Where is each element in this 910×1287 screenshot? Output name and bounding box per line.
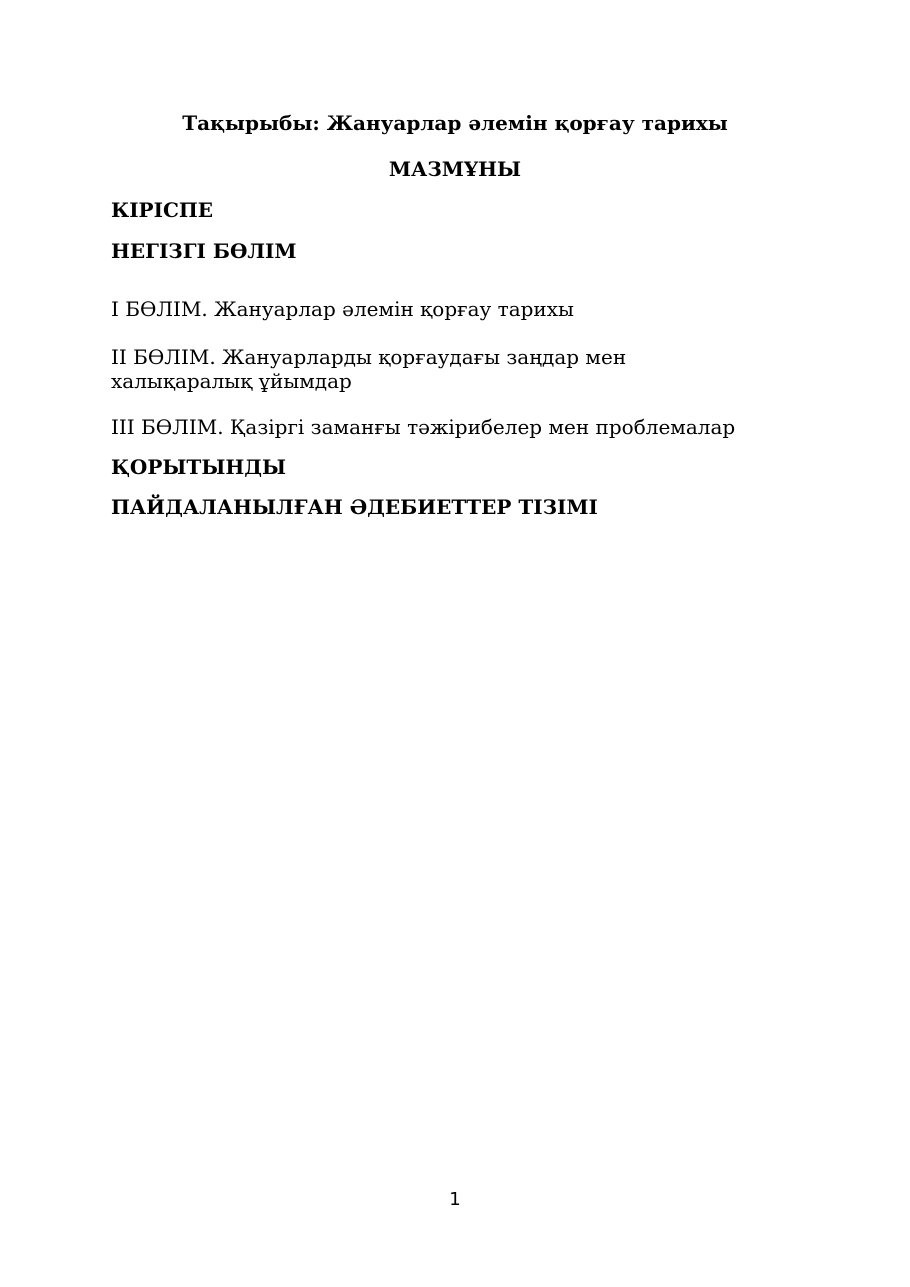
toc-introduction: КІРІСПЕ bbox=[111, 198, 213, 222]
toc-part-1: I БӨЛІМ. Жануарлар әлемін қорғау тарихы bbox=[111, 297, 574, 321]
toc-references: ПАЙДАЛАНЫЛҒАН ӘДЕБИЕТТЕР ТІЗІМІ bbox=[111, 495, 598, 519]
contents-heading: МАЗМҰНЫ bbox=[388, 157, 522, 181]
toc-part-3: III БӨЛІМ. Қазіргі заманғы тәжірибелер мен проблемалар bbox=[111, 415, 736, 439]
page-number: 1 bbox=[449, 1189, 461, 1210]
topic-title: Тақырыбы: Жануарлар әлемін қорғау тарихы bbox=[182, 111, 728, 135]
toc-main-part: НЕГІЗГІ БӨЛІМ bbox=[111, 239, 297, 263]
toc-conclusion: ҚОРЫТЫНДЫ bbox=[111, 455, 287, 479]
toc-part-2: II БӨЛІМ. Жануарларды қорғаудағы заңдар мен халықаралық ұйымдар bbox=[111, 345, 627, 393]
